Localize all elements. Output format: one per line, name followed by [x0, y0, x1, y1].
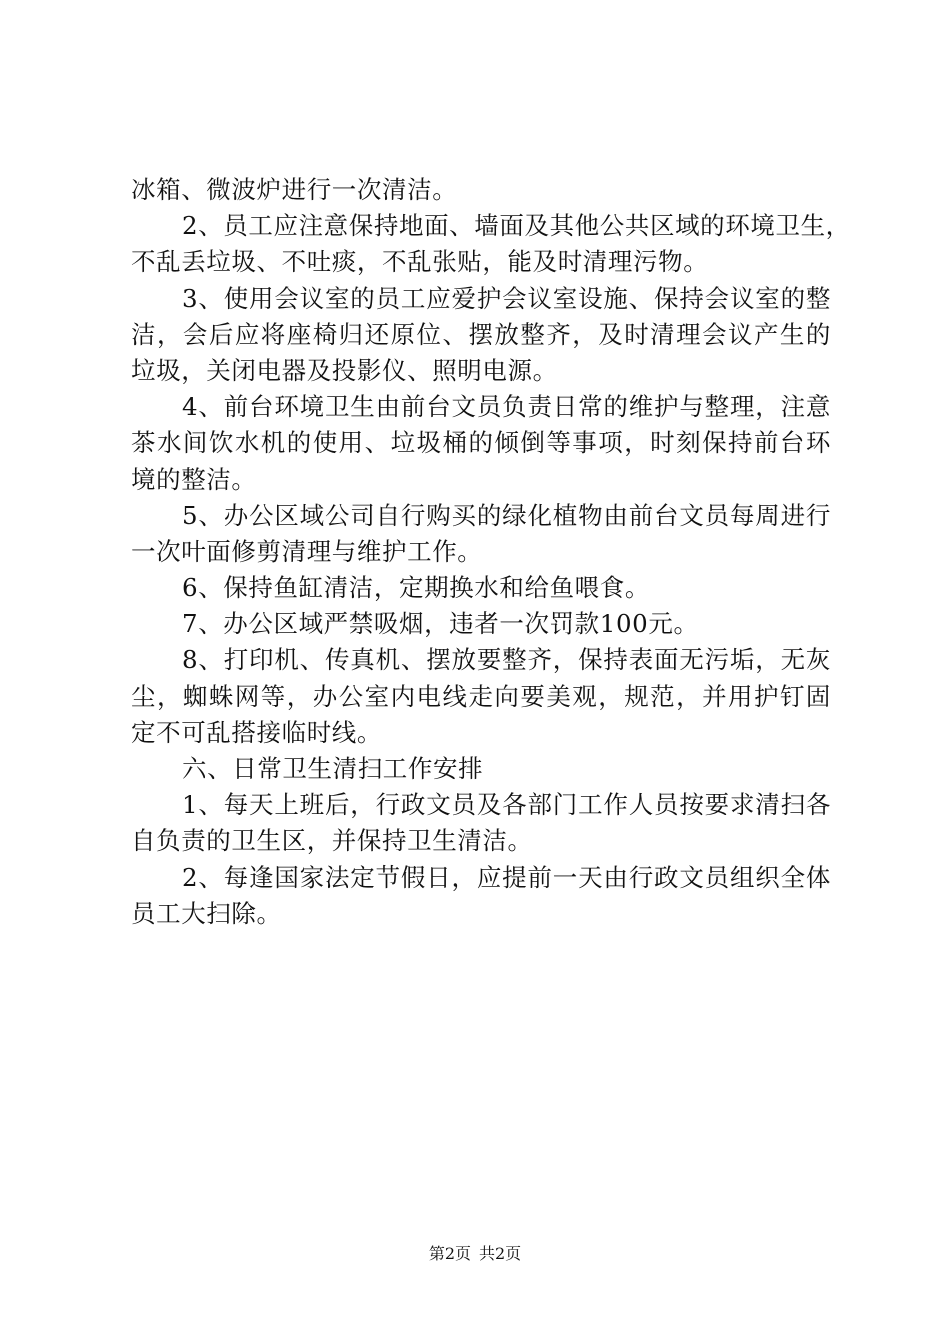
text-line: 4、前台环境卫生由前台文员负责日常的维护与整理，注意 [182, 392, 831, 422]
text-line: 5、办公区域公司自行购买的绿化植物由前台文员每周进行 [182, 500, 831, 530]
text-line: 垃圾，关闭电器及投影仪、照明电源。 [131, 355, 558, 385]
document-body [131, 172, 851, 932]
page-footer [0, 1244, 950, 1264]
text-line: 7、办公区域严禁吸烟，违者一次罚款100元。 [182, 609, 699, 639]
page-number: 第2页 [428, 1244, 471, 1263]
text-line: 自负责的卫生区，并保持卫生清洁。 [131, 826, 533, 856]
text-line: 洁，会后应将座椅归还原位、摆放整齐，及时清理会议产生的 [131, 319, 831, 349]
text-line: 境的整洁。 [131, 464, 257, 494]
text-line: 1、每天上班后，行政文员及各部门工作人员按要求清扫各 [182, 790, 831, 820]
text-line: 3、使用会议室的员工应爱护会议室设施、保持会议室的整 [182, 283, 831, 313]
text-line: 8、打印机、传真机、摆放要整齐，保持表面无污垢，无灰 [182, 645, 831, 675]
text-line: 6、保持鱼缸清洁，定期换水和给鱼喂食。 [182, 573, 650, 603]
text-line: 2、每逢国家法定节假日，应提前一天由行政文员组织全体 [182, 862, 831, 892]
text-line: 冰箱、微波炉进行一次清洁。 [131, 175, 458, 204]
page-total: 共2页 [479, 1244, 522, 1263]
text-line: 员工大扫除。 [131, 898, 282, 928]
text-line: 茶水间饮水机的使用、垃圾桶的倾倒等事项，时刻保持前台环 [131, 428, 831, 458]
text-line: 一次叶面修剪清理与维护工作。 [131, 536, 483, 566]
text-line: 不乱丢垃圾、不吐痰，不乱张贴，能及时清理污物。 [131, 247, 709, 277]
text-line: 2、员工应注意保持地面、墙面及其他公共区域的环境卫生， [182, 211, 851, 241]
section-heading: 六、日常卫生清扫工作安排 [182, 754, 484, 783]
text-line: 定不可乱搭接临时线。 [131, 717, 382, 747]
text-line: 尘，蜘蛛网等，办公室内电线走向要美观，规范，并用护钉固 [131, 681, 831, 711]
